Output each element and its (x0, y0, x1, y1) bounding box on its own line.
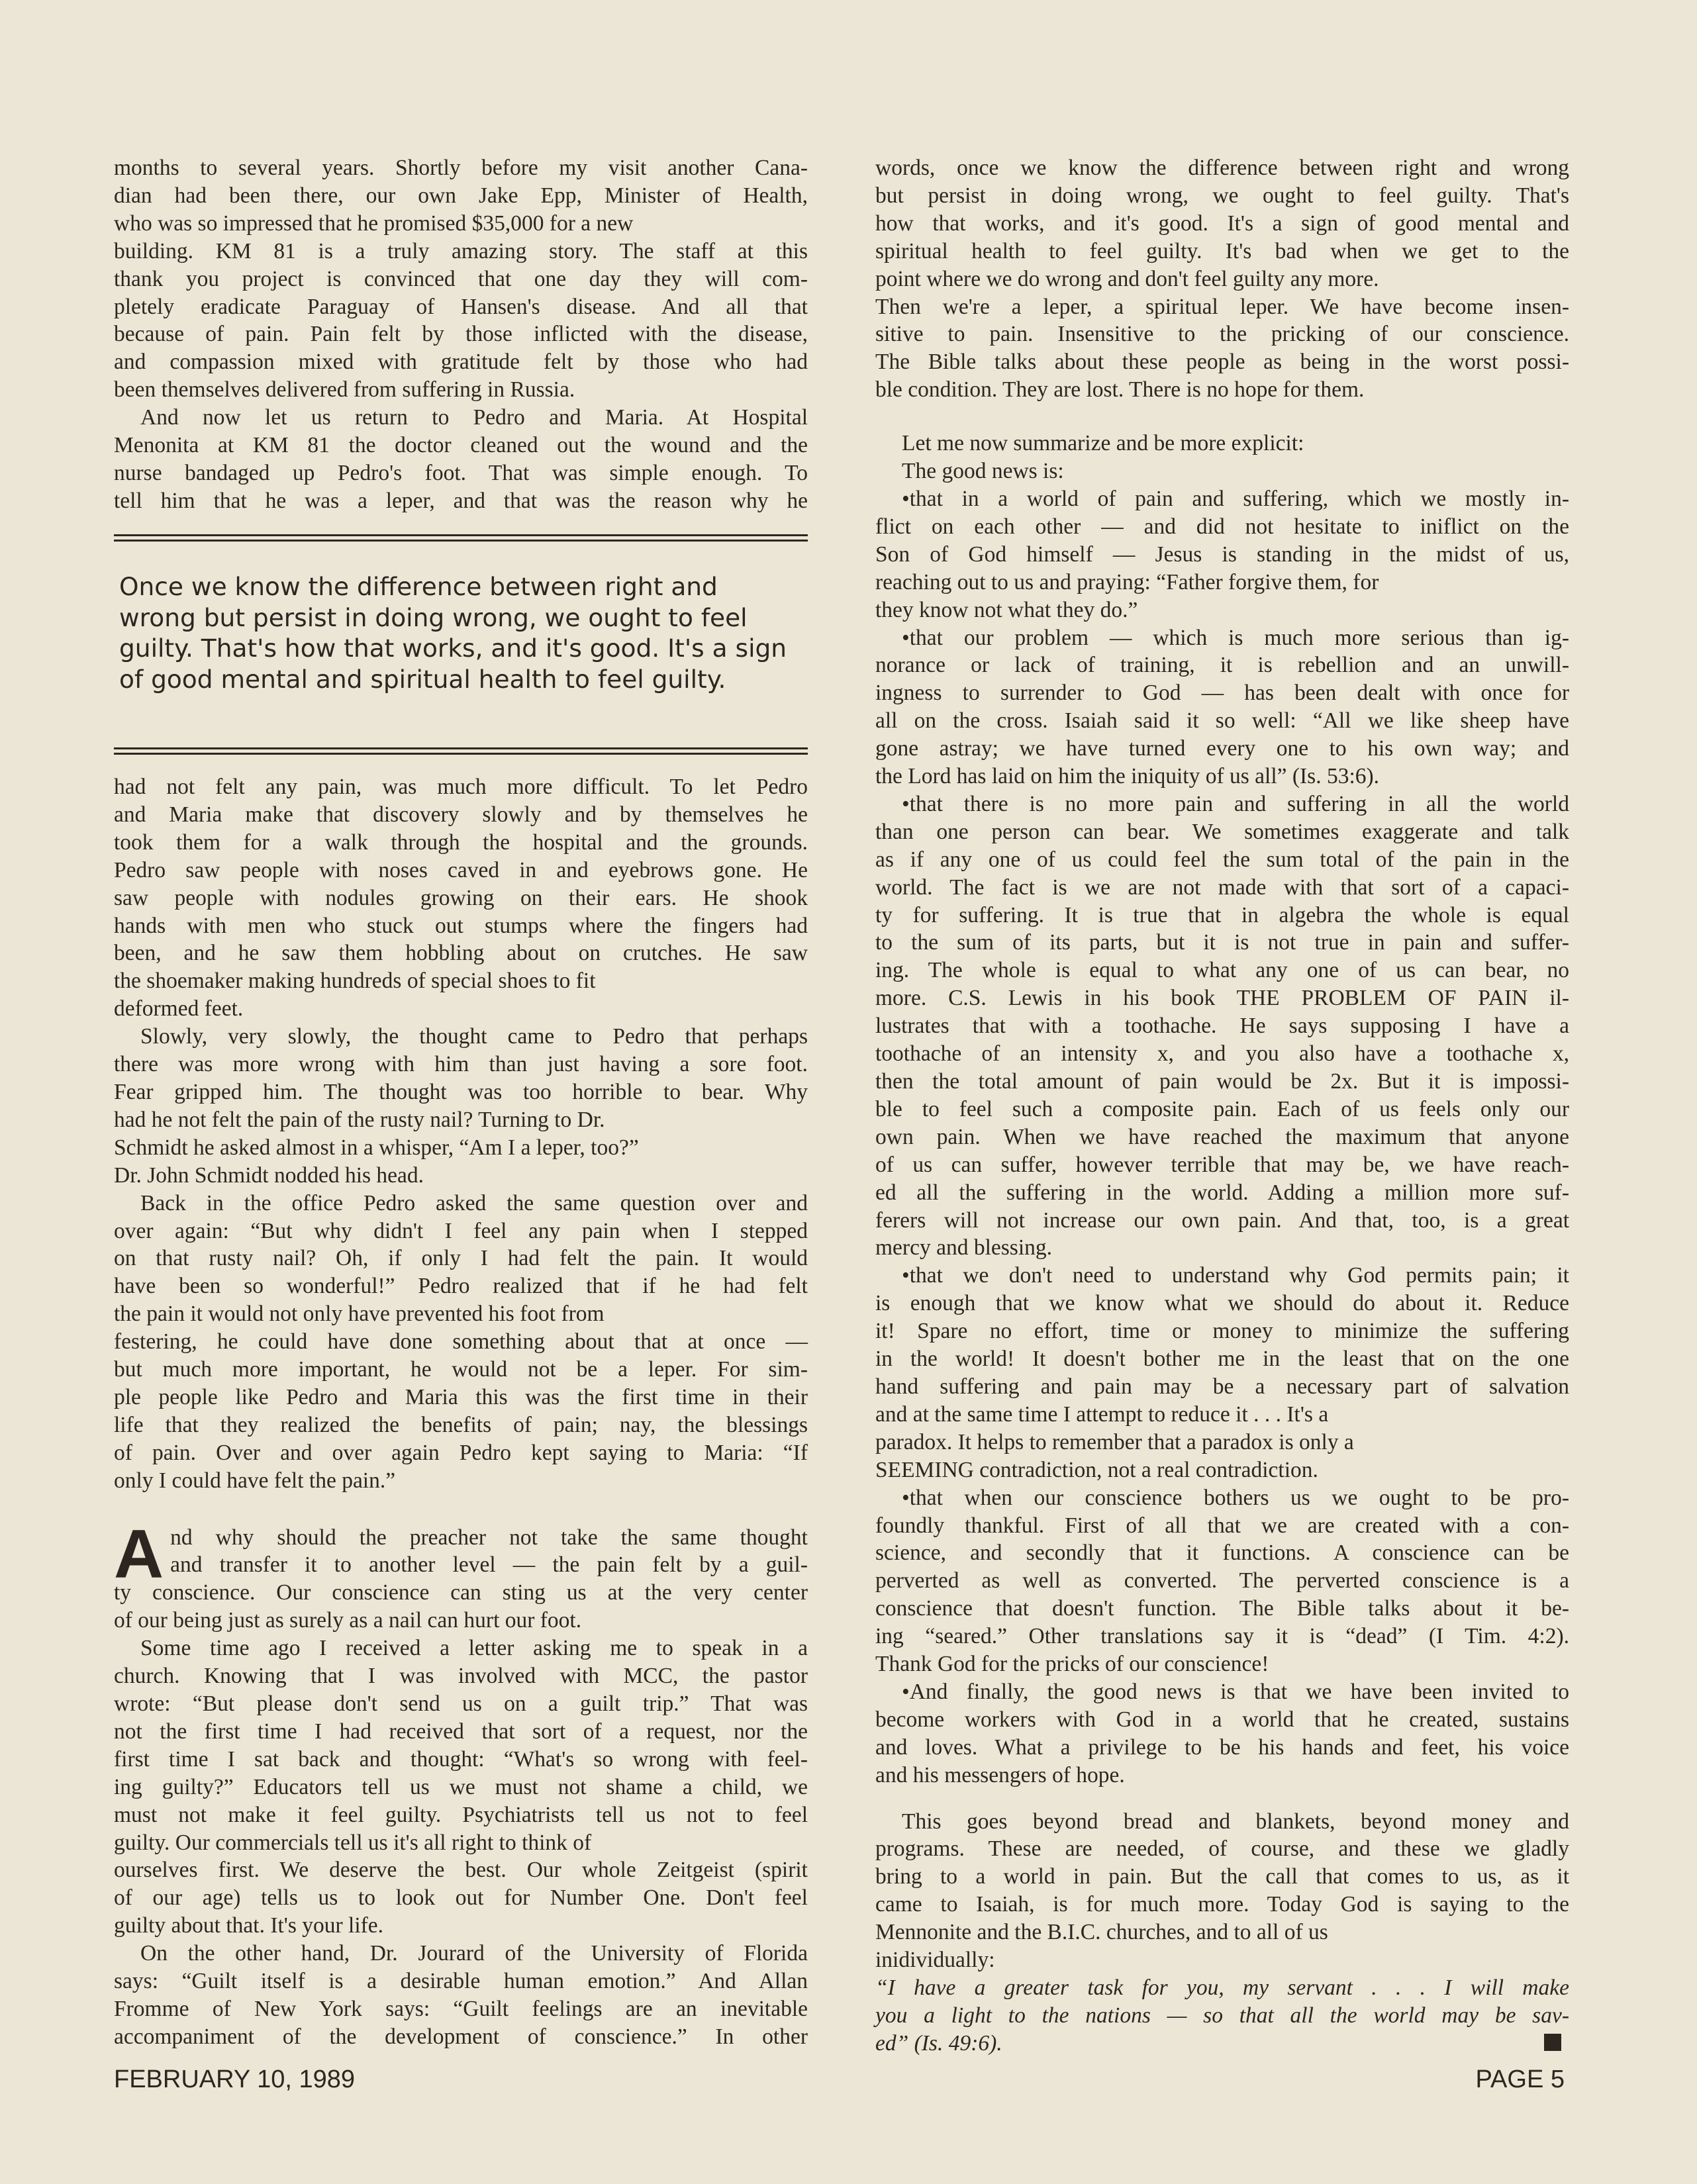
text-line: ble condition. They are lost. There is no hope for them. (875, 377, 1365, 403)
text-line: more. C.S. Lewis in his book THE PROBLEM OF PAIN il- (875, 986, 1569, 1011)
text-line: •that there is no more pain and suffering in all the world (902, 791, 1569, 816)
text-line: and compassion mixed with gratitude felt by those who had (114, 350, 808, 375)
text-line: all on the cross. Isaiah said it so well: “All we like sheep have (875, 708, 1569, 734)
text-line: it! Spare no effort, time or money to minimize the suffering (875, 1319, 1569, 1344)
text-line: conscience that doesn't function. The Bible talks about it be- (875, 1596, 1569, 1621)
text-line: to the sum of its parts, but it is not true in pain and suffer- (875, 930, 1569, 955)
text-line: ingness to surrender to God — has been dealt with once for (875, 681, 1569, 706)
right-column-bottom-text (875, 1808, 1569, 1974)
text-line: is enough that we know what we should do about it. Reduce (875, 1291, 1569, 1316)
text-line: nd why should the preacher not take the same thought (170, 1525, 808, 1550)
text-line: •And finally, the good news is that we have been invited to (902, 1679, 1569, 1704)
text-line: ple people like Pedro and Maria this was the first time in their (114, 1384, 808, 1409)
text-line: ing “seared.” Other translations say it is “dead” (I Tim. 4:2). (875, 1624, 1569, 1649)
pull-quote-top-rule-2 (114, 540, 808, 542)
text-line: Thank God for the pricks of our conscience! (875, 1652, 1269, 1677)
right-column (875, 154, 1569, 2058)
text-line: festering, he could have done something about that at once — (114, 1329, 808, 1354)
text-line: in the world! It doesn't bother me in the least that on the one (875, 1347, 1569, 1372)
pull-quote-text: Once we know the difference between right and wrong but persist in doing wrong, we ought to feel guilty. That's how that works, and it's good. It's a sign of good mental and spiritual health to feel guilty. (119, 572, 787, 694)
text-line: guilty about that. It's your life. (114, 1913, 384, 1938)
right-column-top-text (875, 154, 1569, 404)
text-line: but much more important, he would not be a leper. For sim- (114, 1357, 808, 1382)
text-line: been themselves delivered from suffering in Russia. (114, 377, 575, 403)
text-line: saw people with nodules growing on their ears. He shook (114, 885, 808, 910)
closing-scripture-quote (875, 1974, 1569, 2058)
text-line: lustrates that with a toothache. He says supposing I have a (875, 1014, 1569, 1039)
text-line: point where we do wrong and don't feel guilty any more. (875, 266, 1379, 291)
text-line: building. KM 81 is a truly amazing story. The staff at this (114, 238, 808, 263)
pull-quote-bottom-rule-2 (114, 753, 808, 755)
text-line: must not make it feel guilty. Psychiatrists tell us not to feel (114, 1802, 808, 1827)
text-line: paradox. It helps to remember that a paradox is only a (875, 1429, 1354, 1454)
text-line: the shoemaker making hundreds of special shoes to fit (114, 969, 596, 994)
text-line: foundly thankful. First of all that we are created with a con- (875, 1513, 1569, 1538)
footer-page-number: PAGE 5 (1475, 2065, 1565, 2093)
text-line: of pain. Over and over again Pedro kept saying to Maria: “If (114, 1440, 808, 1465)
text-line: On the other hand, Dr. Jourard of the University of Florida (140, 1941, 808, 1966)
text-line: science, and secondly that it functions. A conscience can be (875, 1541, 1569, 1566)
text-line: church. Knowing that I was involved with MCC, the pastor (114, 1664, 808, 1689)
text-line: over again: “But why didn't I feel any pain when I stepped (114, 1218, 808, 1243)
text-line: then the total amount of pain would be 2x. But it is impossi- (875, 1069, 1569, 1094)
text-line: you a light to the nations — so that all the world may be sav- (875, 2003, 1569, 2028)
text-line: than one person can bear. We sometimes exaggerate and talk (875, 819, 1569, 844)
text-line: sitive to pain. Insensitive to the pricking of our conscience. (875, 322, 1569, 347)
text-line: “I have a greater task for you, my servant . . . I will make (875, 1975, 1569, 2000)
pull-quote (114, 534, 808, 779)
text-line: SEEMING contradiction, not a real contradiction. (875, 1457, 1318, 1482)
text-line: Son of God himself — Jesus is standing in the midst of us, (875, 542, 1569, 567)
text-line: who was so impressed that he promised $35,000 for a new (114, 211, 634, 236)
text-line: toothache of an intensity x, and you also have a toothache x, (875, 1041, 1569, 1067)
pull-quote-top-rule (114, 534, 808, 536)
text-line: •that we don't need to understand why God permits pain; it (902, 1263, 1569, 1288)
text-line: the pain it would not only have prevented his foot from (114, 1302, 605, 1327)
text-line: Fear gripped him. The thought was too horrible to bear. Why (114, 1079, 808, 1104)
text-line: thank you project is convinced that one day they will com- (114, 266, 808, 291)
text-line: and loves. What a privilege to be his hands and feet, his voice (875, 1734, 1569, 1760)
text-line: ed” (Is. 49:6). (875, 2030, 1569, 2058)
text-line: bring to a world in pain. But the call that comes to us, as it (875, 1864, 1569, 1889)
text-line: ed all the suffering in the world. Adding a million more suf- (875, 1180, 1569, 1205)
text-line: ing guilty?” Educators tell us we must not shame a child, we (114, 1774, 808, 1799)
text-line: mercy and blessing. (875, 1235, 1053, 1260)
text-line: nurse bandaged up Pedro's foot. That was simple enough. To (114, 460, 808, 485)
end-mark-icon (1544, 2034, 1561, 2051)
text-line: says: “Guilt itself is a desirable human emotion.” And Allan (114, 1969, 808, 1994)
text-line: wrote: “But please don't send us on a guilt trip.” That was (114, 1691, 808, 1716)
text-line: and at the same time I attempt to reduce it . . . It's a (875, 1401, 1329, 1427)
text-line: there was more wrong with him than just having a sore foot. (114, 1052, 808, 1077)
text-line: been, and he saw them hobbling about on crutches. He saw (114, 941, 808, 966)
text-line: and Maria make that discovery slowly and by themselves he (114, 802, 808, 827)
text-line: the Lord has laid on him the iniquity of us all” (Is. 53:6). (875, 764, 1380, 789)
text-line: flict on each other — and did not hesitate to iniflict on the (875, 514, 1569, 539)
text-line: Dr. John Schmidt nodded his head. (114, 1163, 424, 1188)
text-line: took them for a walk through the hospital and the grounds. (114, 830, 808, 855)
right-column-summary-text (875, 430, 1569, 1789)
left-column (114, 154, 808, 515)
text-line: life that they realized the benefits of pain; nay, the blessings (114, 1412, 808, 1437)
drop-cap: A (114, 1515, 164, 1593)
left-column-end-text (114, 1579, 808, 2050)
text-line: Fromme of New York says: “Guilt feelings are an inevitable (114, 1996, 808, 2021)
text-line: came to Isaiah, is for much more. Today God is saying to the (875, 1892, 1569, 1917)
text-line: had not felt any pain, was much more difficult. To let Pedro (114, 775, 808, 799)
text-line: norance or lack of training, it is rebellion and an unwill- (875, 653, 1569, 678)
text-line: The good news is: (902, 459, 1064, 484)
text-line: how that works, and it's good. It's a sign of good mental and (875, 211, 1569, 236)
text-line: Mennonite and the B.I.C. churches, and to all of us (875, 1920, 1328, 1945)
text-line: of us can suffer, however terrible that may be, we have reach- (875, 1152, 1569, 1177)
text-line: and transfer it to another level — the pain felt by a guil- (170, 1552, 808, 1578)
text-line: on that rusty nail? Oh, if only I had felt the pain. It would (114, 1246, 808, 1271)
text-line: tell him that he was a leper, and that was the reason why he (114, 488, 808, 513)
text-line: first time I sat back and thought: “What's so wrong with feel- (114, 1746, 808, 1772)
text-line: dian had been there, our own Jake Epp, Minister of Health, (114, 183, 808, 208)
text-line: Pedro saw people with noses caved in and eyebrows gone. He (114, 857, 808, 882)
text-line: not the first time I had received that sort of a request, nor the (114, 1719, 808, 1744)
text-line: hand suffering and pain may be a necessary part of salvation (875, 1374, 1569, 1399)
text-line: because of pain. Pain felt by those inflicted with the disease, (114, 322, 808, 347)
text-line: This goes beyond bread and blankets, beyond money and (902, 1809, 1569, 1834)
text-line: words, once we know the difference between right and wrong (875, 156, 1569, 180)
left-column-lower (114, 773, 808, 2051)
text-line: spiritual health to feel guilty. It's bad when we get to the (875, 238, 1569, 263)
text-line: Back in the office Pedro asked the same question over and (140, 1190, 808, 1215)
text-line: •that in a world of pain and suffering, which we mostly in- (902, 486, 1569, 511)
footer-date: FEBRUARY 10, 1989 (114, 2065, 356, 2093)
text-line: have been so wonderful!” Pedro realized that if he had felt (114, 1274, 808, 1299)
text-line: world. The fact is we are not made with that sort of a capaci- (875, 875, 1569, 900)
text-line: ing. The whole is equal to what any one of us can bear, no (875, 958, 1569, 983)
text-line: ourselves first. We deserve the best. Our whole Zeitgeist (spirit (114, 1858, 808, 1883)
text-line: The Bible talks about these people as being in the worst possi- (875, 350, 1569, 375)
text-line: ty conscience. Our conscience can sting us at the very center (114, 1580, 808, 1605)
text-line: own pain. When we have reached the maximum that anyone (875, 1124, 1569, 1149)
text-line: programs. These are needed, of course, and these we gladly (875, 1836, 1569, 1862)
text-line: Menonita at KM 81 the doctor cleaned out the wound and the (114, 433, 808, 458)
text-line: pletely eradicate Paraguay of Hansen's disease. And all that (114, 294, 808, 319)
text-line: they know not what they do.” (875, 597, 1138, 622)
text-line: had he not felt the pain of the rusty nail? Turning to Dr. (114, 1107, 605, 1132)
text-line: •that when our conscience bothers us we ought to be pro- (902, 1485, 1569, 1510)
text-line: Then we're a leper, a spiritual leper. We have become insen- (875, 294, 1569, 319)
text-line: ty for suffering. It is true that in algebra the whole is equal (875, 902, 1569, 927)
text-line: of our being just as surely as a nail can hurt our foot. (114, 1608, 582, 1633)
text-line: of our age) tells us to look out for Number One. Don't feel (114, 1885, 808, 1911)
text-line: accompaniment of the development of conscience.” In other (114, 2024, 808, 2049)
left-column-top-text (114, 154, 808, 515)
text-line: Let me now summarize and be more explicit: (902, 431, 1304, 456)
text-line: Slowly, very slowly, the thought came to Pedro that perhaps (140, 1024, 808, 1049)
text-line: reaching out to us and praying: “Father forgive them, for (875, 569, 1379, 594)
text-line: perverted as well as converted. The perverted conscience is a (875, 1568, 1569, 1593)
text-line: but persist in doing wrong, we ought to feel guilty. That's (875, 183, 1569, 208)
text-line: only I could have felt the pain.” (114, 1468, 396, 1493)
text-line: ble to feel such a composite pain. Each of us feels only our (875, 1096, 1569, 1121)
text-line: and his messengers of hope. (875, 1762, 1125, 1787)
text-line: inidividually: (875, 1948, 995, 1973)
text-line: Schmidt he asked almost in a whisper, “Am I a leper, too?” (114, 1135, 639, 1160)
text-line: Some time ago I received a letter asking me to speak in a (140, 1636, 808, 1661)
text-line: deformed feet. (114, 996, 244, 1021)
text-line: months to several years. Shortly before my visit another Cana- (114, 156, 808, 180)
text-line: •that our problem — which is much more serious than ig- (902, 625, 1569, 650)
text-line: guilty. Our commercials tell us it's all right to think of (114, 1830, 592, 1855)
pull-quote-bottom-rule (114, 747, 808, 749)
left-column-bottom-text (114, 773, 808, 1495)
text-line: And now let us return to Pedro and Maria. At Hospital (140, 405, 808, 430)
text-line: as if any one of us could feel the sum total of the pain in the (875, 847, 1569, 872)
text-line: become workers with God in a world that he created, sustains (875, 1707, 1569, 1732)
text-line: gone astray; we have turned every one to his own way; and (875, 736, 1569, 761)
text-line: hands with men who stuck out stumps where the fingers had (114, 913, 808, 938)
text-line: ferers will not increase our own pain. And that, too, is a great (875, 1208, 1569, 1233)
